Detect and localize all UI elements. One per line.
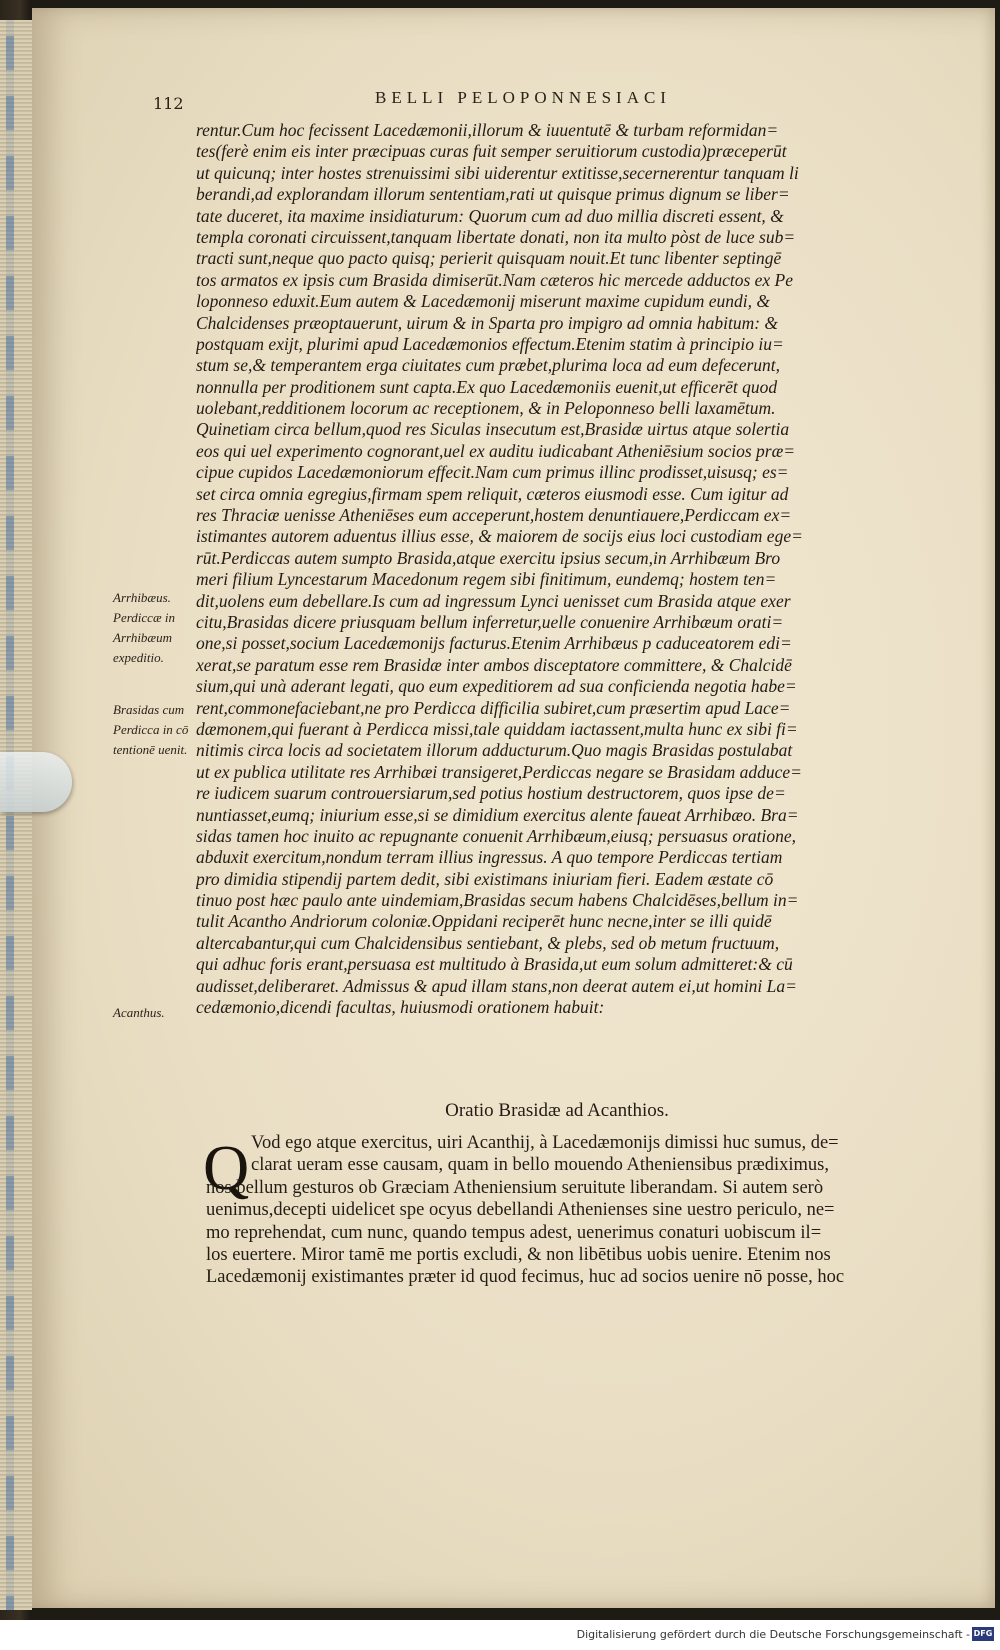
text-line: rent,commonefaciebant,ne pro Perdicca difficilia subiret,cum præsertim apud Lace= [196, 697, 791, 718]
text-line: templa coronati circuissent,tanquam libertate donati, non ita multo pòst de luce sub= [196, 226, 796, 247]
text-line: sium,qui unà aderant legati, quo eum expeditiorem ad sua conficienda negotia habe= [196, 676, 797, 697]
text-line: sidas tamen hoc inuito ac repugnante conuenit Arrhibæum,eiusq; persuasus oratione, [196, 825, 796, 846]
drop-cap: Q [203, 1132, 250, 1203]
text-line: cipue cupidos Lacedæmoniorum effecit.Nam cum primus illinc prodisset,uisusq; es= [196, 462, 789, 483]
text-line: one,si posset,socium Lacedæmonijs facturus.Etenim Arrhibæus p caduceatorem edi= [196, 633, 792, 654]
text-line: ut quicunq; inter hostes strenuissimi sibi uiderentur extitisse,secernerentur tanquam li [196, 162, 799, 183]
text-line: qui adhuc foris erant,persuasa est multitudo à Brasida,ut eum solum admitteret:& cū [196, 954, 793, 975]
margin-note-arrhibaeus [113, 588, 205, 668]
text-line: citu,Brasidas dicere priusquam bellum inferretur,uelle conuenire Arrhibæum orati= [196, 611, 784, 632]
text-line: berandi,ad explorandam illorum sententiam,rati ut quisque primus dignum se liber= [196, 184, 790, 205]
oration-line: clarat ueram esse causam, quam in bello mouendo Atheniensibus prædiximus, [251, 1155, 829, 1176]
text-line: altercabantur,qui cum Chalcidensibus sentiebant, & plebs, sed ob metum fructuum, [196, 932, 780, 953]
text-line: postquam exijt, plurimi apud Lacedæmonios effectum.Etenim statim à principio iu= [196, 333, 784, 354]
text-line: stum se,& temperantem erga ciuitates cum præbet,plurima loca ad eum defecerunt, [196, 355, 781, 376]
page-number: 112 [153, 94, 184, 113]
oration-line: Lacedæmonij existimantes præter id quod fecimus, huc ad socios uenire nō posse, hoc [206, 1267, 845, 1288]
text-line: loponneso eduxit.Eum autem & Lacedæmonij miserunt maxime cupidum eundi, & [196, 291, 771, 312]
text-line: istimantes autorem aduentus illius esse, & maiorem de socijs eius loci custodiam ege= [196, 526, 803, 547]
text-line: tinuo post hæc paulo ante uindemiam,Brasidas secum habens Chalcidēses,bellum in= [196, 890, 799, 911]
text-line: audisset,deliberaret. Admissus & apud illam stans,non deerat autem ei,ut homini La= [196, 975, 797, 996]
text-line: uolebant,redditionem locorum ac receptionem, & in Peloponneso belli laxamētum. [196, 398, 776, 419]
digitization-credit: Digitalisierung gefördert durch die Deutsche Forschungsgemeinschaft - [576, 1628, 970, 1641]
margin-note-line: Arrhibæum [113, 630, 172, 645]
text-line: tracti sunt,neque quo pacto quisq; perierit quisquam nouit.Et tunc libenter septingē [196, 248, 782, 269]
oration-line: mo reprehendat, cum nunc, quando tempus adest, uenerimus conaturi uobiscum il= [206, 1222, 822, 1243]
text-line: tulit Acantho Andriorum coloniæ.Oppidani reciperēt hunc necne,inter se illi quidē [196, 911, 772, 932]
margin-note-line: Acanthus. [113, 1005, 165, 1020]
dfg-logo: DFG [972, 1627, 994, 1641]
text-line: pro dimidia stipendij partem dedit, sibi existimans iniuriam fieri. Eadem æstate cō [196, 868, 774, 889]
oration-title: Oratio Brasidæ ad Acanthios. [445, 1100, 669, 1121]
margin-note-line: Brasidas cum [113, 702, 185, 717]
page-edges [0, 20, 32, 1610]
text-line: tos armatos ex ipsis cum Brasida dimiserūt.Nam cæteros hic mercede adductos ex Pe [196, 269, 794, 290]
text-line: tate duceret, ita maxime insidiaturum: Quorum cum ad duo millia discreti essent, & [196, 205, 784, 226]
margin-note-acanthus [113, 1003, 205, 1023]
text-line: nonnulla per proditionem sunt capta.Ex quo Lacedæmoniis euenit,ut efficerēt quod [196, 376, 778, 397]
margin-note-line: tentionē uenit. [113, 742, 188, 757]
text-line: Quinetiam circa bellum,quod res Siculas insecutum est,Brasidæ uirtus atque solertia [196, 419, 790, 440]
text-line: tes(ferè enim eis inter præcipuas curas fuit semper seruitiorum custodia)præceperūt [196, 141, 787, 162]
text-line: ut ex publica utilitate res Arrhibæi transigeret,Perdiccas negare se Brasidam adduce= [196, 761, 802, 782]
text-line: meri filium Lyncestarum Macedonum regem sibi finitimum, eundemq; hostem ten= [196, 569, 777, 590]
margin-note-line: expeditio. [113, 650, 164, 665]
text-line: set circa omnia egregius,firmam spem reliquit, cæteros eiusmodi esse. Cum igitur ad [196, 483, 789, 504]
text-line: dæmonem,qui fuerant à Perdicca missi,tale quiddam iactassent,multa hunc ex sibi fi= [196, 718, 798, 739]
oration-line: Vod ego atque exercitus, uiri Acanthij, à Lacedæmonijs dimissi huc sumus, de= [251, 1133, 839, 1153]
oration-text [206, 1132, 918, 1289]
text-line: nuntiasset,eumq; iniurium esse,si se dimidium exercitus alente faueat Arrhibæo. Bra= [196, 804, 799, 825]
text-line: abduxit exercitum,nondum terram illius ingressus. A quo tempore Perdiccas tertiam [196, 847, 783, 868]
text-line: xerat,se paratum esse rem Brasidæ inter ambos disceptatore committere, & Chalcidē [196, 654, 792, 675]
oration-line: uenimus,decepti uidelicet spe ocyus debellandi Athenienses sine uestro periculo, ne= [206, 1200, 835, 1221]
text-line: Chalcidenses præoptauerunt, uirum & in Sparta pro impigro ad omnia habitum: & [196, 312, 779, 333]
text-line: rūt.Perdiccas autem sumpto Brasida,atque exercitu ipsius secum,in Arrhibæum Bro [196, 547, 781, 568]
margin-note-brasidas [113, 700, 205, 760]
text-line: res Thraciæ uenisse Atheniēses eum acceperunt,hostem denuntiauere,Perdiccam ex= [196, 505, 792, 526]
bookmark-tab [0, 752, 72, 812]
margin-note-line: Arrhibæus. [113, 590, 171, 605]
oration-line: los euertere. Miror tamē me portis excludi, & non libētibus uobis uenire. Etenim nos [206, 1244, 831, 1265]
running-head: BELLI PELOPONNESIACI [375, 88, 671, 107]
text-line: dit,uolens eum debellare.Is cum ad ingressum Lynci uenisset cum Brasida atque exer [196, 590, 791, 611]
text-line: re iudicem suarum controuersiarum,sed potius hostium destructorem, quos ipse de= [196, 783, 786, 804]
text-line: eos qui uel experimento cognorant,uel ex auditu iudicabant Atheniēsium socios præ= [196, 440, 796, 461]
text-line: cedæmonio,dicendi facultas, huiusmodi orationem habuit: [196, 997, 605, 1018]
margin-note-line: Perdicca in cō [113, 722, 189, 737]
margin-note-line: Perdiccæ in [113, 610, 175, 625]
text-line: rentur.Cum hoc fecissent Lacedæmonii,illorum & iuuentutē & turbam reformidan= [196, 120, 779, 140]
oration-line: nos bellum gesturos ob Græciam Atheniensium seruitute liberandam. Si autem serò [206, 1177, 824, 1198]
text-line: nitimis circa locis ad societatem illorum adducturum.Quo magis Brasidas postulabat [196, 740, 793, 761]
body-text [196, 120, 918, 1018]
